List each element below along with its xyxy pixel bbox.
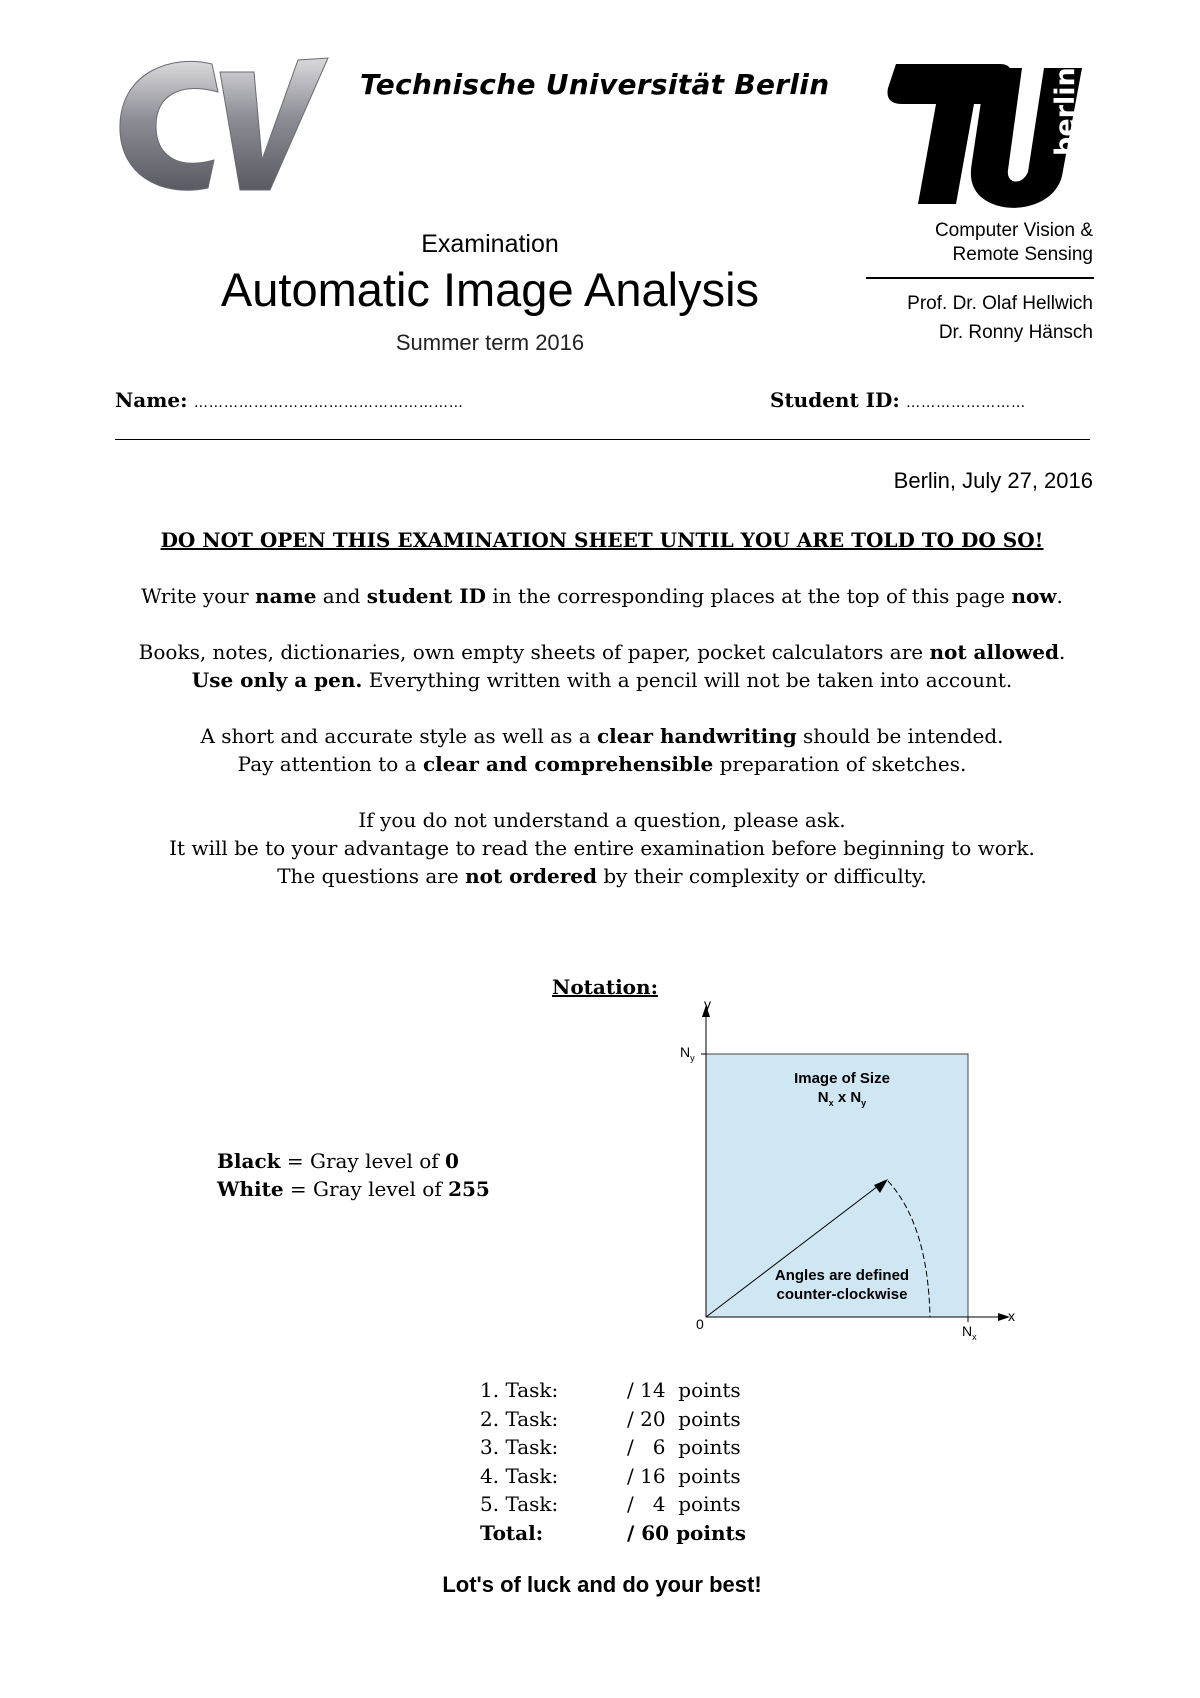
y-axis-label: y — [704, 996, 711, 1012]
instruction-line-7: It will be to your advantage to read the entire examination before beginning to work. — [169, 836, 1035, 860]
name-field[interactable] — [115, 388, 464, 412]
name-label: Name: — [115, 388, 188, 412]
notation-title: Notation: — [552, 975, 658, 999]
department-line-2: Remote Sensing — [952, 244, 1093, 265]
tu-berlin-logo — [882, 58, 1092, 216]
term: Summer term 2016 — [395, 330, 585, 355]
assistant-name: Dr. Ronny Hänsch — [938, 322, 1093, 343]
professor-name: Prof. Dr. Olaf Hellwich — [907, 293, 1093, 314]
warning-text: DO NOT OPEN THIS EXAMINATION SHEET UNTIL YOU ARE TOLD TO DO SO! — [160, 528, 1044, 552]
nx-label: $N_x$ — [962, 1323, 977, 1342]
department-line-1: Computer Vision & — [934, 220, 1093, 241]
exam-label: Examination — [421, 230, 559, 258]
angle-caption-1: Angles are defined — [774, 1267, 910, 1284]
instruction-line-4: A short and accurate style as well as a clear handwriting should be intended. — [200, 724, 1004, 748]
student-id-dots: …………………… — [906, 395, 1027, 411]
gray-level-notation — [217, 1147, 490, 1203]
white-definition: White = Gray level of 255 — [217, 1177, 490, 1201]
university-name: Technische Universität Berlin — [360, 68, 830, 101]
x-axis-label: x — [1008, 1308, 1015, 1324]
instruction-line-8: The questions are not ordered by their complexity or difficulty. — [277, 864, 927, 888]
instruction-line-3: Use only a pen. Everything written with a pencil will not be taken into account. — [191, 668, 1013, 692]
instruction-line-2: Books, notes, dictionaries, own empty sheets of paper, pocket calculators are not allowed. — [138, 640, 1066, 664]
instruction-line-6: If you do not understand a question, please ask. — [358, 808, 846, 832]
exam-date: Berlin, July 27, 2016 — [893, 468, 1093, 493]
image-size-caption-1: Image of Size — [794, 1070, 890, 1087]
image-size-caption-2: $N_x$ x $N_y$ — [817, 1089, 867, 1108]
instruction-line-1: Write your name and student ID in the corresponding places at the top of this page now. — [141, 584, 1063, 608]
black-definition: Black = Gray level of 0 — [217, 1149, 459, 1173]
closing-message: Lot's of luck and do your best! — [442, 1572, 762, 1597]
header-divider — [115, 439, 1090, 440]
instruction-line-5: Pay attention to a clear and comprehensible preparation of sketches. — [237, 752, 967, 776]
name-dots: ……………………………………………… — [193, 395, 464, 411]
coordinate-diagram — [670, 995, 1030, 1345]
course-title: Automatic Image Analysis — [220, 263, 760, 316]
department-divider — [866, 277, 1094, 279]
student-id-label: Student ID: — [770, 388, 900, 412]
angle-caption-2: counter-clockwise — [776, 1286, 908, 1303]
svg-text:berlin: berlin — [1050, 67, 1081, 156]
student-id-field[interactable] — [770, 388, 1026, 412]
ny-label: $N_y$ — [680, 1044, 695, 1063]
origin-label: 0 — [696, 1316, 704, 1332]
cv-logo — [112, 52, 330, 202]
